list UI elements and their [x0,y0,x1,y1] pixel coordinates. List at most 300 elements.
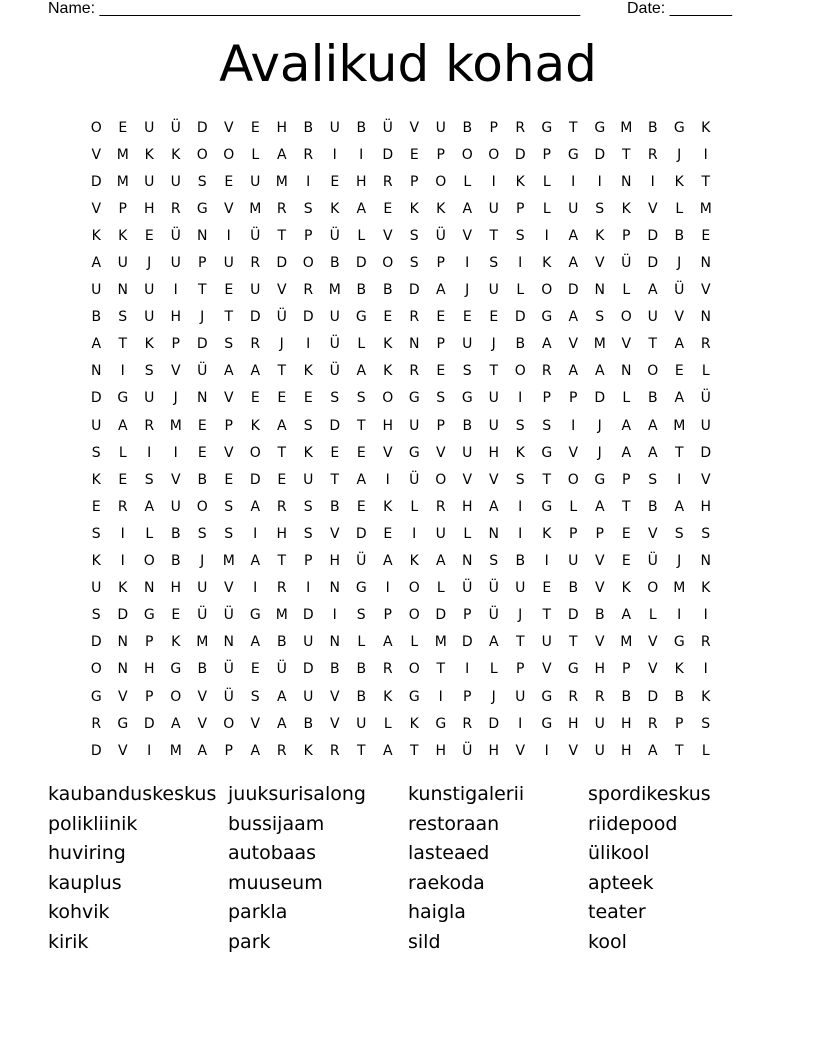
grid-letter: N [700,553,711,570]
grid-letter: P [516,661,525,678]
grid-letter: K [91,553,101,570]
grid-letter: B [382,282,393,299]
grid-letter: A [568,309,579,326]
word-list-item: kunstigalerii [408,783,525,805]
grid-letter: I [306,173,311,190]
word-list-item: parkla [228,901,288,924]
grid-letter: B [170,525,181,542]
grid-letter: V [435,444,446,461]
grid-letter: L [410,498,419,515]
grid-letter: U [541,634,552,651]
grid-letter: G [143,607,155,624]
grid-letter: Ü [621,255,632,272]
grid-letter: E [436,309,446,326]
grid-letter: D [382,146,394,163]
grid-letter: T [648,336,658,353]
grid-letter: H [143,200,155,217]
grid-letter: N [223,634,234,651]
grid-letter: P [622,661,631,678]
grid-letter: A [117,417,128,434]
grid-letter: A [356,471,367,488]
grid-letter: U [515,688,526,705]
grid-letter: V [382,227,393,244]
grid-letter: U [170,498,181,515]
grid-letter: A [674,498,685,515]
grid-letter: K [621,200,631,217]
grid-letter: L [516,282,525,299]
grid-letter: S [303,417,313,434]
grid-letter: B [515,553,526,570]
grid-letter: Ü [197,363,208,380]
grid-letter: G [196,200,208,217]
grid-letter: L [463,525,472,542]
grid-letter: G [594,471,606,488]
grid-row [83,602,719,629]
grid-letter: A [223,363,234,380]
grid-row [83,168,719,195]
grid-row [83,114,719,141]
grid-letter: B [515,336,526,353]
word-list-item: kool [588,930,627,953]
grid-letter: E [277,471,287,488]
grid-letter: V [568,336,579,353]
grid-letter: O [647,363,659,380]
grid-letter: O [382,255,394,272]
grid-letter: Ü [170,227,181,244]
grid-letter: J [465,282,470,299]
grid-letter: N [117,661,128,678]
grid-letter: P [516,200,525,217]
grid-letter: Ü [197,607,208,624]
grid-letter: P [542,146,551,163]
grid-letter: A [250,498,261,515]
grid-letter: A [356,363,367,380]
grid-letter: V [594,553,605,570]
grid-letter: O [90,661,102,678]
grid-row [83,710,719,737]
grid-letter: V [223,580,234,597]
grid-letter: B [621,688,632,705]
grid-letter: D [355,255,367,272]
grid-letter: K [515,173,525,190]
grid-letter: Ü [462,580,473,597]
grid-letter: V [329,525,340,542]
word-list-item: muuseum [228,871,323,894]
grid-letter: U [700,417,711,434]
grid-letter: J [147,255,152,272]
grid-letter: H [329,553,341,570]
grid-letter: V [276,282,287,299]
grid-letter: O [302,255,314,272]
grid-letter: Ü [674,282,685,299]
grid-letter: V [515,742,526,759]
grid-letter: G [355,309,367,326]
grid-letter: R [170,200,181,217]
grid-letter: D [461,634,473,651]
grid-letter: K [250,417,260,434]
grid-letter: R [250,336,261,353]
grid-letter: U [594,715,605,732]
grid-letter: L [436,580,445,597]
word-list-item: polikliinik [48,812,138,835]
grid-letter: U [488,390,499,407]
grid-letter: H [170,309,182,326]
grid-letter: D [647,688,659,705]
grid-letter: K [436,200,446,217]
grid-letter: K [701,119,711,136]
grid-letter: K [303,363,313,380]
grid-letter: E [621,553,631,570]
grid-letter: M [196,634,209,651]
grid-letter: J [597,444,602,461]
word-list-item: sild [408,930,441,953]
grid-letter: S [701,715,711,732]
grid-letter: H [170,580,182,597]
grid-letter: M [434,634,447,651]
grid-letter: P [463,607,472,624]
grid-letter: T [277,553,287,570]
grid-letter: K [595,227,605,244]
grid-letter: I [677,471,682,488]
grid-letter: R [409,309,420,326]
grid-letter: L [675,200,684,217]
grid-letter: D [276,255,288,272]
grid-letter: B [568,580,579,597]
grid-letter: S [303,200,313,217]
grid-letter: Ü [223,688,234,705]
grid-letter: I [465,661,470,678]
grid-letter: R [700,634,711,651]
grid-letter: D [355,525,367,542]
grid-letter: G [594,119,606,136]
grid-letter: T [621,146,631,163]
grid-letter: B [329,661,340,678]
grid-letter: Ü [462,742,473,759]
grid-letter: P [622,227,631,244]
grid-letter: A [647,282,658,299]
grid-letter: D [435,607,447,624]
grid-letter: Ü [329,227,340,244]
grid-letter: E [621,525,631,542]
grid-letter: M [249,200,262,217]
grid-letter: B [303,715,314,732]
grid-letter: L [357,634,366,651]
grid-row [83,385,719,412]
grid-letter: R [276,580,287,597]
word-list-item: ülikool [588,842,650,865]
grid-letter: O [90,119,102,136]
grid-letter: U [303,471,314,488]
grid-letter: U [144,119,155,136]
grid-letter: U [462,336,473,353]
grid-letter: I [518,255,523,272]
grid-row [83,629,719,656]
grid-letter: I [173,444,178,461]
grid-letter: A [276,688,287,705]
grid-row [83,195,719,222]
grid-letter: D [302,309,314,326]
word-list-item: kaubanduskeskus [48,783,217,805]
grid-letter: I [332,146,337,163]
grid-letter: S [91,607,101,624]
grid-letter: R [329,742,340,759]
grid-letter: A [250,363,261,380]
grid-letter: P [436,417,445,434]
grid-letter: P [595,525,604,542]
grid-letter: M [593,336,606,353]
grid-letter: G [541,119,553,136]
word-list-item: autobaas [228,842,317,865]
grid-letter: M [673,417,686,434]
grid-letter: V [462,471,473,488]
grid-letter: B [647,498,658,515]
grid-letter: A [541,336,552,353]
grid-letter: S [197,525,207,542]
grid-letter: S [436,390,446,407]
grid-letter: M [328,282,341,299]
grid-letter: A [250,634,261,651]
grid-letter: S [224,498,234,515]
grid-letter: U [144,282,155,299]
grid-letter: R [303,146,314,163]
grid-letter: T [568,634,578,651]
grid-letter: V [197,688,208,705]
grid-letter: N [594,282,605,299]
grid-letter: R [594,688,605,705]
grid-letter: K [383,688,393,705]
grid-letter: M [116,146,129,163]
grid-letter: Ü [223,661,234,678]
grid-row [83,575,719,602]
grid-letter: V [223,200,234,217]
word-list-item: teater [588,901,646,924]
grid-letter: S [250,688,260,705]
grid-letter: R [409,363,420,380]
grid-letter: M [620,119,633,136]
grid-letter: I [438,688,443,705]
grid-letter: A [568,255,579,272]
grid-letter: U [488,200,499,217]
grid-letter: K [409,715,419,732]
grid-letter: U [515,580,526,597]
grid-letter: O [223,715,235,732]
grid-letter: O [461,146,473,163]
grid-letter: A [674,390,685,407]
grid-letter: S [91,525,101,542]
word-list-item: apteek [588,871,654,894]
grid-letter: I [703,146,708,163]
grid-letter: A [435,553,446,570]
grid-letter: O [620,309,632,326]
grid-letter: S [701,525,711,542]
grid-letter: M [116,173,129,190]
grid-letter: T [409,742,419,759]
grid-letter: Ü [329,336,340,353]
grid-letter: I [518,525,523,542]
grid-letter: G [541,715,553,732]
grid-row [83,249,719,276]
grid-letter: Ü [647,553,658,570]
grid-letter: V [488,471,499,488]
grid-letter: U [435,525,446,542]
grid-letter: N [91,363,102,380]
grid-letter: I [226,227,231,244]
grid-letter: P [304,227,313,244]
grid-letter: I [147,742,152,759]
grid-letter: U [409,417,420,434]
grid-letter: L [463,173,472,190]
grid-letter: T [224,309,234,326]
grid-letter: L [542,173,551,190]
grid-letter: V [91,146,102,163]
grid-letter: U [91,580,102,597]
grid-letter: E [118,119,128,136]
grid-letter: I [677,607,682,624]
grid-letter: R [462,715,473,732]
grid-letter: D [143,715,155,732]
grid-letter: K [701,580,711,597]
grid-letter: A [594,498,605,515]
grid-row [83,141,719,168]
grid-letter: T [277,363,287,380]
grid-row [83,412,719,439]
grid-letter: R [541,363,552,380]
grid-letter: U [488,282,499,299]
grid-letter: U [91,282,102,299]
grid-letter: B [197,471,208,488]
grid-letter: B [170,553,181,570]
grid-letter: T [118,336,128,353]
grid-letter: R [250,255,261,272]
grid-letter: D [594,146,606,163]
grid-letter: V [674,309,685,326]
word-list-item: kauplus [48,871,122,894]
grid-letter: A [621,444,632,461]
grid-letter: N [700,309,711,326]
grid-letter: T [489,363,499,380]
grid-letter: J [677,146,682,163]
grid-letter: A [488,634,499,651]
grid-letter: K [303,444,313,461]
grid-letter: E [224,173,234,190]
grid-row [83,656,719,683]
grid-letter: A [197,742,208,759]
grid-letter: H [276,119,288,136]
grid-letter: S [118,309,128,326]
word-list-item: kohvik [48,901,110,924]
grid-letter: V [117,742,128,759]
grid-letter: A [91,336,102,353]
grid-letter: B [647,119,658,136]
grid-letter: G [408,444,420,461]
grid-letter: E [383,309,393,326]
grid-letter: G [567,661,579,678]
word-list-item: haigla [408,901,466,924]
grid-letter: K [144,146,154,163]
grid-letter: V [223,390,234,407]
grid-letter: T [489,227,499,244]
grid-letter: R [647,146,658,163]
grid-letter: N [621,173,632,190]
grid-letter: A [647,444,658,461]
grid-letter: R [276,200,287,217]
grid-letter: O [408,661,420,678]
grid-letter: G [408,390,420,407]
grid-letter: U [250,173,261,190]
grid-letter: V [462,227,473,244]
grid-letter: K [303,742,313,759]
grid-letter: V [250,715,261,732]
grid-letter: I [544,742,549,759]
grid-letter: N [329,634,340,651]
grid-letter: A [276,417,287,434]
grid-letter: E [356,498,366,515]
grid-letter: T [621,498,631,515]
grid-letter: J [518,607,523,624]
grid-letter: B [462,417,473,434]
grid-letter: M [673,580,686,597]
grid-letter: I [465,255,470,272]
grid-letter: S [595,200,605,217]
grid-letter: V [700,471,711,488]
grid-letter: L [622,282,631,299]
grid-letter: T [436,661,446,678]
grid-letter: Ü [488,607,499,624]
grid-letter: D [249,471,261,488]
grid-letter: P [224,742,233,759]
grid-letter: T [277,444,287,461]
word-list-item: huviring [48,842,126,865]
grid-letter: B [356,119,367,136]
grid-letter: N [197,390,208,407]
grid-letter: R [144,417,155,434]
grid-letter: D [700,444,712,461]
grid-letter: I [173,282,178,299]
grid-letter: U [144,309,155,326]
grid-letter: I [544,553,549,570]
grid-letter: E [144,227,154,244]
grid-letter: I [359,146,364,163]
grid-letter: P [171,336,180,353]
grid-letter: H [143,661,155,678]
grid-letter: T [356,417,366,434]
grid-letter: S [515,417,525,434]
grid-letter: A [647,417,658,434]
grid-letter: A [382,742,393,759]
grid-letter: K [383,336,393,353]
grid-letter: L [701,742,710,759]
grid-letter: M [699,200,712,217]
grid-letter: B [197,661,208,678]
grid-letter: V [594,580,605,597]
grid-letter: U [488,417,499,434]
grid-row [83,358,719,385]
grid-letter: B [329,498,340,515]
grid-letter: E [489,309,499,326]
grid-letter: U [329,119,340,136]
grid-letter: D [249,309,261,326]
grid-letter: D [90,173,102,190]
grid-letter: E [542,580,552,597]
grid-letter: I [571,417,576,434]
grid-letter: I [412,525,417,542]
grid-letter: K [383,498,393,515]
grid-letter: J [491,336,496,353]
grid-letter: R [276,742,287,759]
grid-letter: A [144,498,155,515]
grid-letter: I [518,390,523,407]
grid-letter: J [597,417,602,434]
